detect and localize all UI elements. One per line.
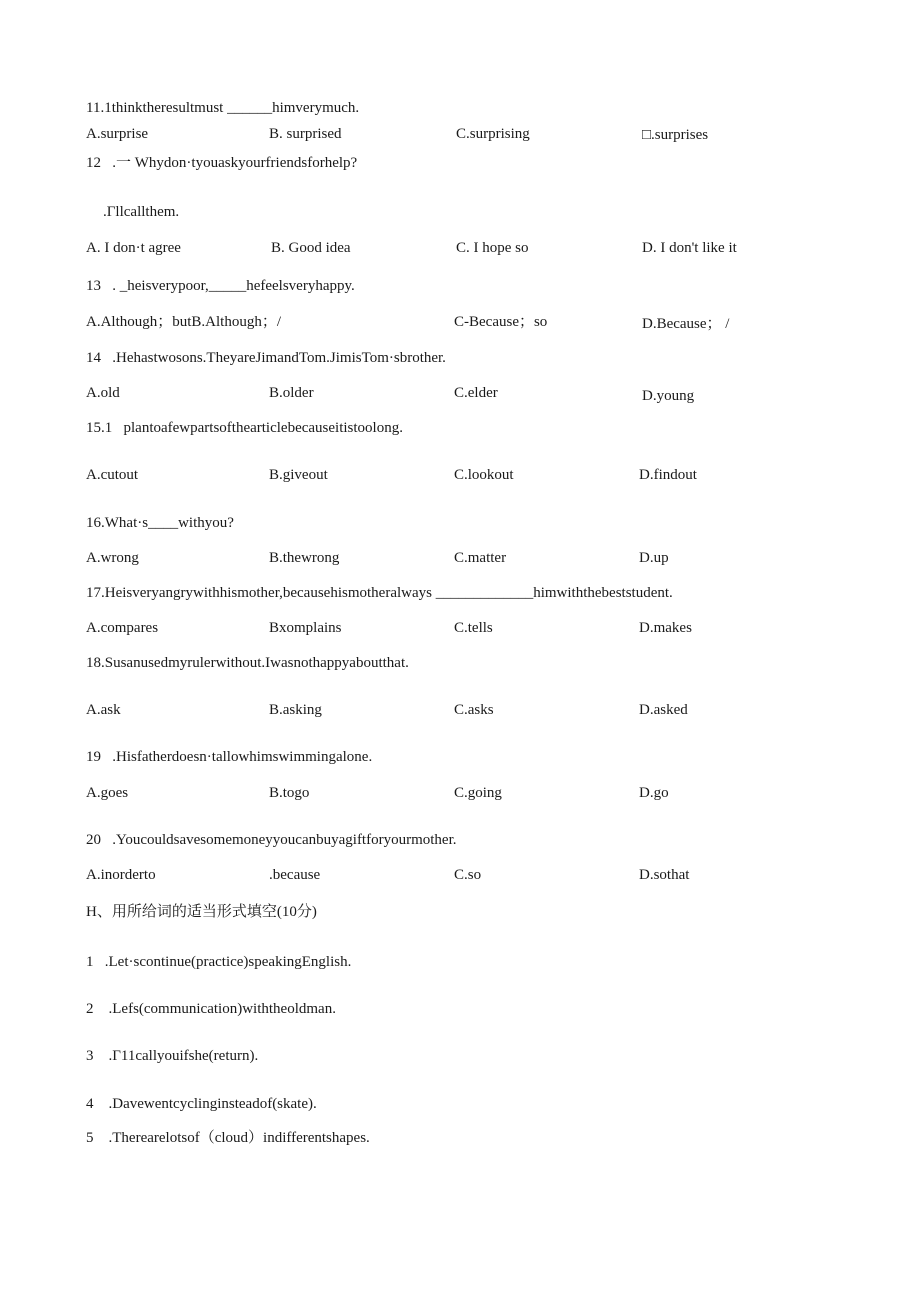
fill-item-2: 2 .Lefs(communication)withtheoldman.	[86, 1001, 336, 1017]
question-18-option-c: C.asks	[454, 702, 494, 718]
question-13-stem: 13 . _heisverypoor,_____hefeelsveryhappy.	[86, 278, 355, 294]
question-20-stem: 20 .Youcouldsavesomemoneyyoucanbuyagiftforyourmother.	[86, 832, 457, 848]
question-13-option-c: C-Because；so	[454, 314, 548, 330]
question-16-option-a: A.wrong	[86, 550, 139, 566]
question-11-option-d: □.surprises	[642, 127, 709, 143]
question-11-option-b: B. surprised	[269, 126, 342, 142]
question-18-stem: 18.Susanusedmyrulerwithout.Iwasnothappyaboutthat.	[86, 655, 409, 671]
question-12-option-b: B. Good idea	[271, 240, 351, 256]
question-12-option-a: A. I don·t agree	[86, 240, 181, 256]
question-16-option-d: D.up	[639, 550, 669, 566]
question-16-stem: 16.What·s____withyou?	[86, 515, 234, 531]
question-19-option-d: D.go	[639, 785, 669, 801]
question-14-option-a: A.old	[86, 385, 120, 401]
question-14-option-b: B.older	[269, 385, 314, 401]
question-15-option-a: A.cutout	[86, 467, 139, 483]
question-19-option-b: B.togo	[269, 785, 310, 801]
question-15-option-c: C.lookout	[454, 467, 514, 483]
fill-item-5: 5 .Therearelotsof（cloud）indifferentshapes.	[86, 1130, 370, 1146]
question-18-option-d: D.asked	[639, 702, 688, 718]
question-17-stem: 17.Heisveryangrywithhismother,becausehismotheralways _____________himwiththebeststudent.	[86, 585, 673, 601]
question-18-option-a: A.ask	[86, 702, 121, 718]
question-17-option-c: C.tells	[454, 620, 493, 636]
question-20-option-a: A.inorderto	[86, 867, 156, 883]
question-11-option-c: C.surprising	[456, 126, 530, 142]
question-12-stem: 12 .一 Whydon·tyouaskyourfriendsforhelp?	[86, 155, 358, 171]
question-15-option-b: B.giveout	[269, 467, 328, 483]
question-11-stem: 11.1thinktheresultmust ______himverymuch.	[86, 100, 360, 116]
question-17-option-b: Bxomplains	[269, 620, 342, 636]
fill-item-4: 4 .Davewentcyclinginsteadof(skate).	[86, 1096, 317, 1112]
question-12-option-c: C. I hope so	[456, 240, 529, 256]
question-12-reply: .Гllcallthem.	[103, 204, 180, 220]
question-13-option-ab: A.Although；butB.Although；/	[86, 314, 282, 330]
question-11-option-a: A.surprise	[86, 126, 149, 142]
question-14-stem: 14 .Hehastwosons.TheyareJimandTom.JimisTom·sbrother.	[86, 350, 446, 366]
question-17-option-d: D.makes	[639, 620, 692, 636]
question-17-option-a: A.compares	[86, 620, 159, 636]
question-14-option-d: D.young	[642, 388, 695, 404]
question-19-option-a: A.goes	[86, 785, 129, 801]
question-19-stem: 19 .Hisfatherdoesn·tallowhimswimmingalone.	[86, 749, 373, 765]
question-13-option-d: D.Because； /	[642, 316, 730, 332]
question-14-option-c: C.elder	[454, 385, 498, 401]
question-18-option-b: B.asking	[269, 702, 322, 718]
question-20-option-c: C.so	[454, 867, 482, 883]
question-12-option-d: D. I don't like it	[642, 240, 737, 256]
section-heading: H、用所给词的适当形式填空(10分)	[86, 904, 317, 920]
question-16-option-b: B.thewrong	[269, 550, 340, 566]
fill-item-1: 1 .Let·scontinue(practice)speakingEnglish.	[86, 954, 352, 970]
fill-item-3: 3 .Г11callyouifshe(return).	[86, 1048, 259, 1064]
question-19-option-c: C.going	[454, 785, 502, 801]
question-20-option-d: D.sothat	[639, 867, 690, 883]
question-15-option-d: D.findout	[639, 467, 697, 483]
question-16-option-c: C.matter	[454, 550, 507, 566]
question-15-stem: 15.1 plantoafewpartsofthearticlebecauseitistoolong.	[86, 420, 403, 436]
question-20-option-b: .because	[269, 867, 321, 883]
